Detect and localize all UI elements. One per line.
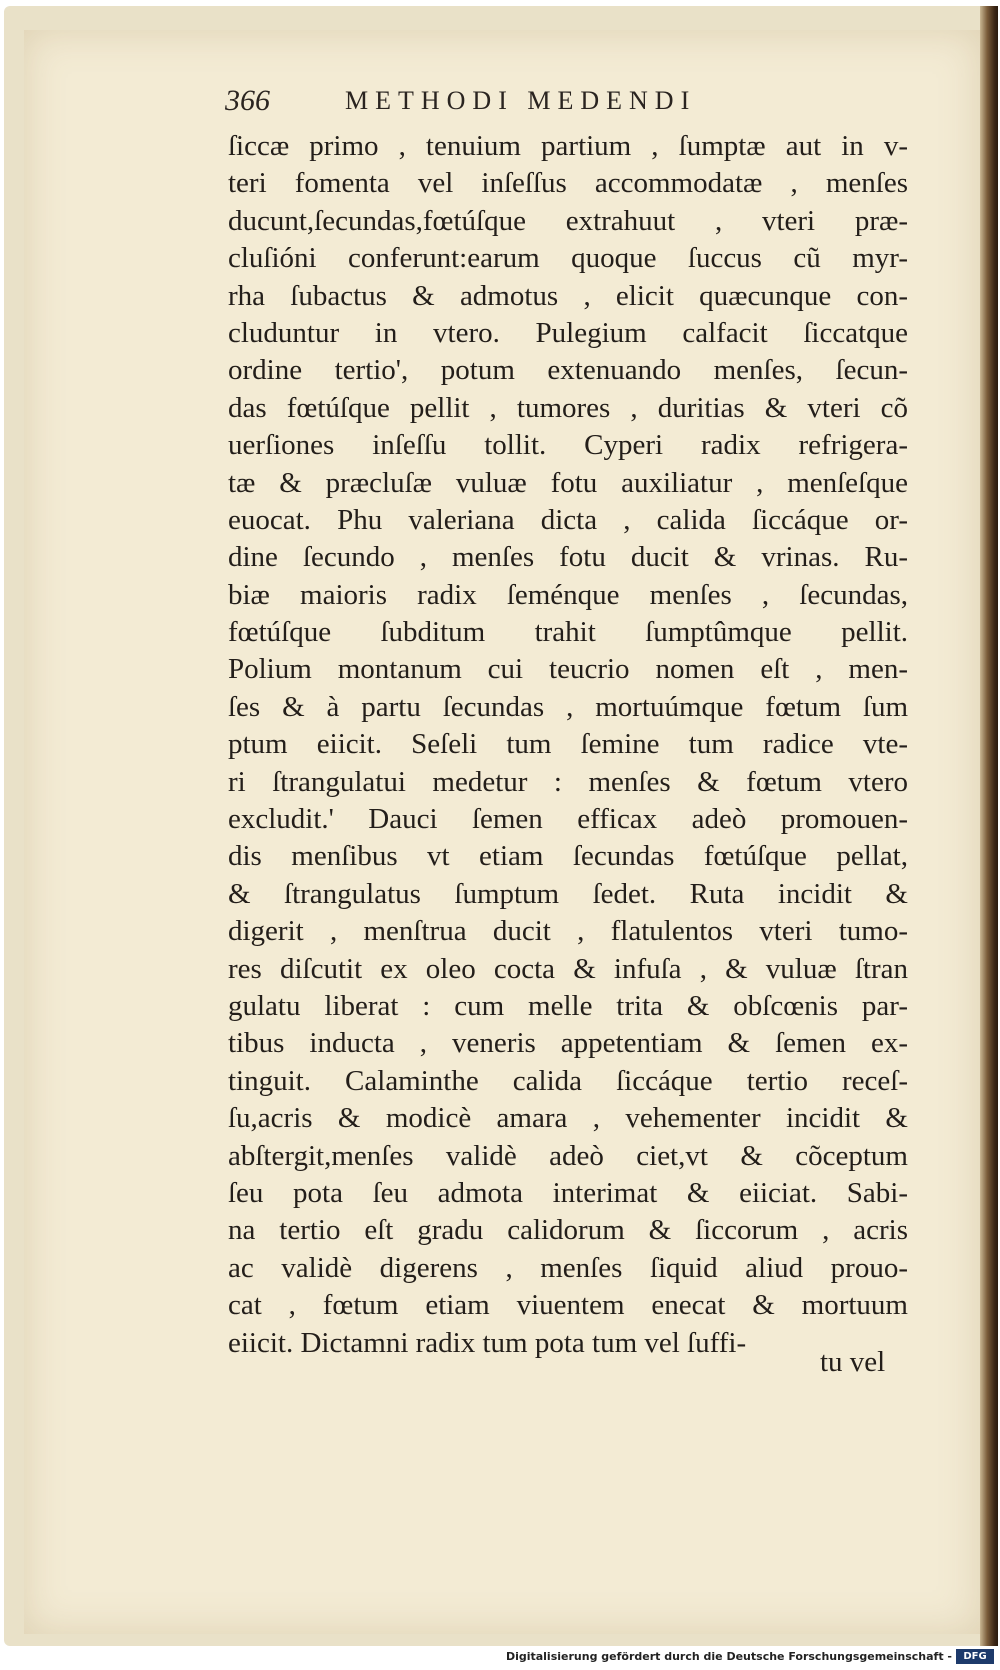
text-line: dis menſibus vt etiam ſecundas fœtúſque pellat, [228, 840, 908, 873]
text-line: gulatu liberat : cum melle trita & obſcœnis par- [228, 989, 908, 1022]
text-line: ſeu pota ſeu admota interimat & eiiciat. Sabi- [228, 1176, 908, 1209]
text-line: das fœtúſque pellit , tumores , duritias & vteri cõ [228, 391, 908, 424]
text-line: biæ maioris radix ſeménque menſes , ſecundas, [228, 578, 908, 611]
text-line: tæ & præcluſæ vuluæ fotu auxiliatur , menſeſque [228, 466, 908, 499]
text-line: ſu,acris & modicè amara , vehementer incidit & [228, 1102, 908, 1135]
text-line: rha ſubactus & admotus , elicit quæcunque con- [228, 279, 908, 312]
text-line: digerit , menſtrua ducit , flatulentos vteri tumo- [228, 915, 908, 948]
digitization-footer [0, 1646, 1000, 1670]
text-line: teri fomenta vel inſeſſus accommodatæ , menſes [228, 167, 908, 200]
text-line: cluſióni conferunt:earum quoque ſuccus cũ myr- [228, 242, 908, 275]
text-line: excludit.' Dauci ſemen efficax adeò promouen- [228, 803, 908, 836]
text-line: abſtergit,menſes validè adeò ciet,vt & cõceptum [228, 1139, 908, 1172]
text-line: ducunt,ſecundas,fœtúſque extrahuut , vteri præ- [228, 204, 908, 237]
text-line: Polium montanum cui teucrio nomen eſt , men- [228, 653, 908, 686]
page-number: 366 [225, 84, 270, 117]
text-line: & ſtrangulatus ſumptum ſedet. Ruta incidit & [228, 877, 908, 910]
funding-note: Digitalisierung gefördert durch die Deutsche Forschungsgemeinschaft - [505, 1650, 952, 1663]
body-text [228, 128, 908, 1362]
text-line: ri ſtrangulatui medetur : menſes & fœtum vtero [228, 765, 908, 798]
catchword: tu vel [820, 1346, 886, 1378]
text-line: cluduntur in vtero. Pulegium calfacit ſiccatque [228, 316, 908, 349]
text-line: tibus inducta , veneris appetentiam & ſemen ex- [228, 1027, 908, 1060]
text-line: fœtúſque ſubditum trahit ſumptûmque pellit. [228, 616, 908, 649]
running-head: METHODI MEDENDI [345, 86, 697, 115]
text-line: res diſcutit ex oleo cocta & infuſa , & vuluæ ſtran [228, 952, 908, 985]
text-line: ptum eiicit. Seſeli tum ſemine tum radice vte- [228, 728, 908, 761]
text-line: eiicit. Dictamni radix tum pota tum vel ſuffi- [228, 1326, 747, 1359]
page-edge-shadow [980, 6, 998, 1646]
text-line: ac validè digerens , menſes ſiquid aliud prouo- [228, 1251, 908, 1284]
text-line: ſes & à partu ſecundas , mortuúmque fœtum ſum [228, 690, 908, 723]
text-line: tinguit. Calaminthe calida ſiccáque tertio receſ- [228, 1064, 908, 1097]
dfg-logo: DFG [956, 1649, 994, 1664]
text-line: na tertio eſt gradu calidorum & ſiccorum , acris [228, 1214, 908, 1247]
page-header [205, 82, 965, 122]
text-line: euocat. Phu valeriana dicta , calida ſiccáque or- [228, 503, 908, 536]
text-line: dine ſecundo , menſes fotu ducit & vrinas. Ru- [228, 541, 908, 574]
text-line: cat , fœtum etiam viuentem enecat & mortuum [228, 1289, 908, 1322]
text-line: uerſiones inſeſſu tollit. Cyperi radix refrigera- [228, 429, 908, 462]
text-line: ſiccæ primo , tenuium partium , ſumptæ aut in v- [228, 130, 908, 162]
text-line: ordine tertio', potum extenuando menſes, ſecun- [228, 354, 908, 387]
